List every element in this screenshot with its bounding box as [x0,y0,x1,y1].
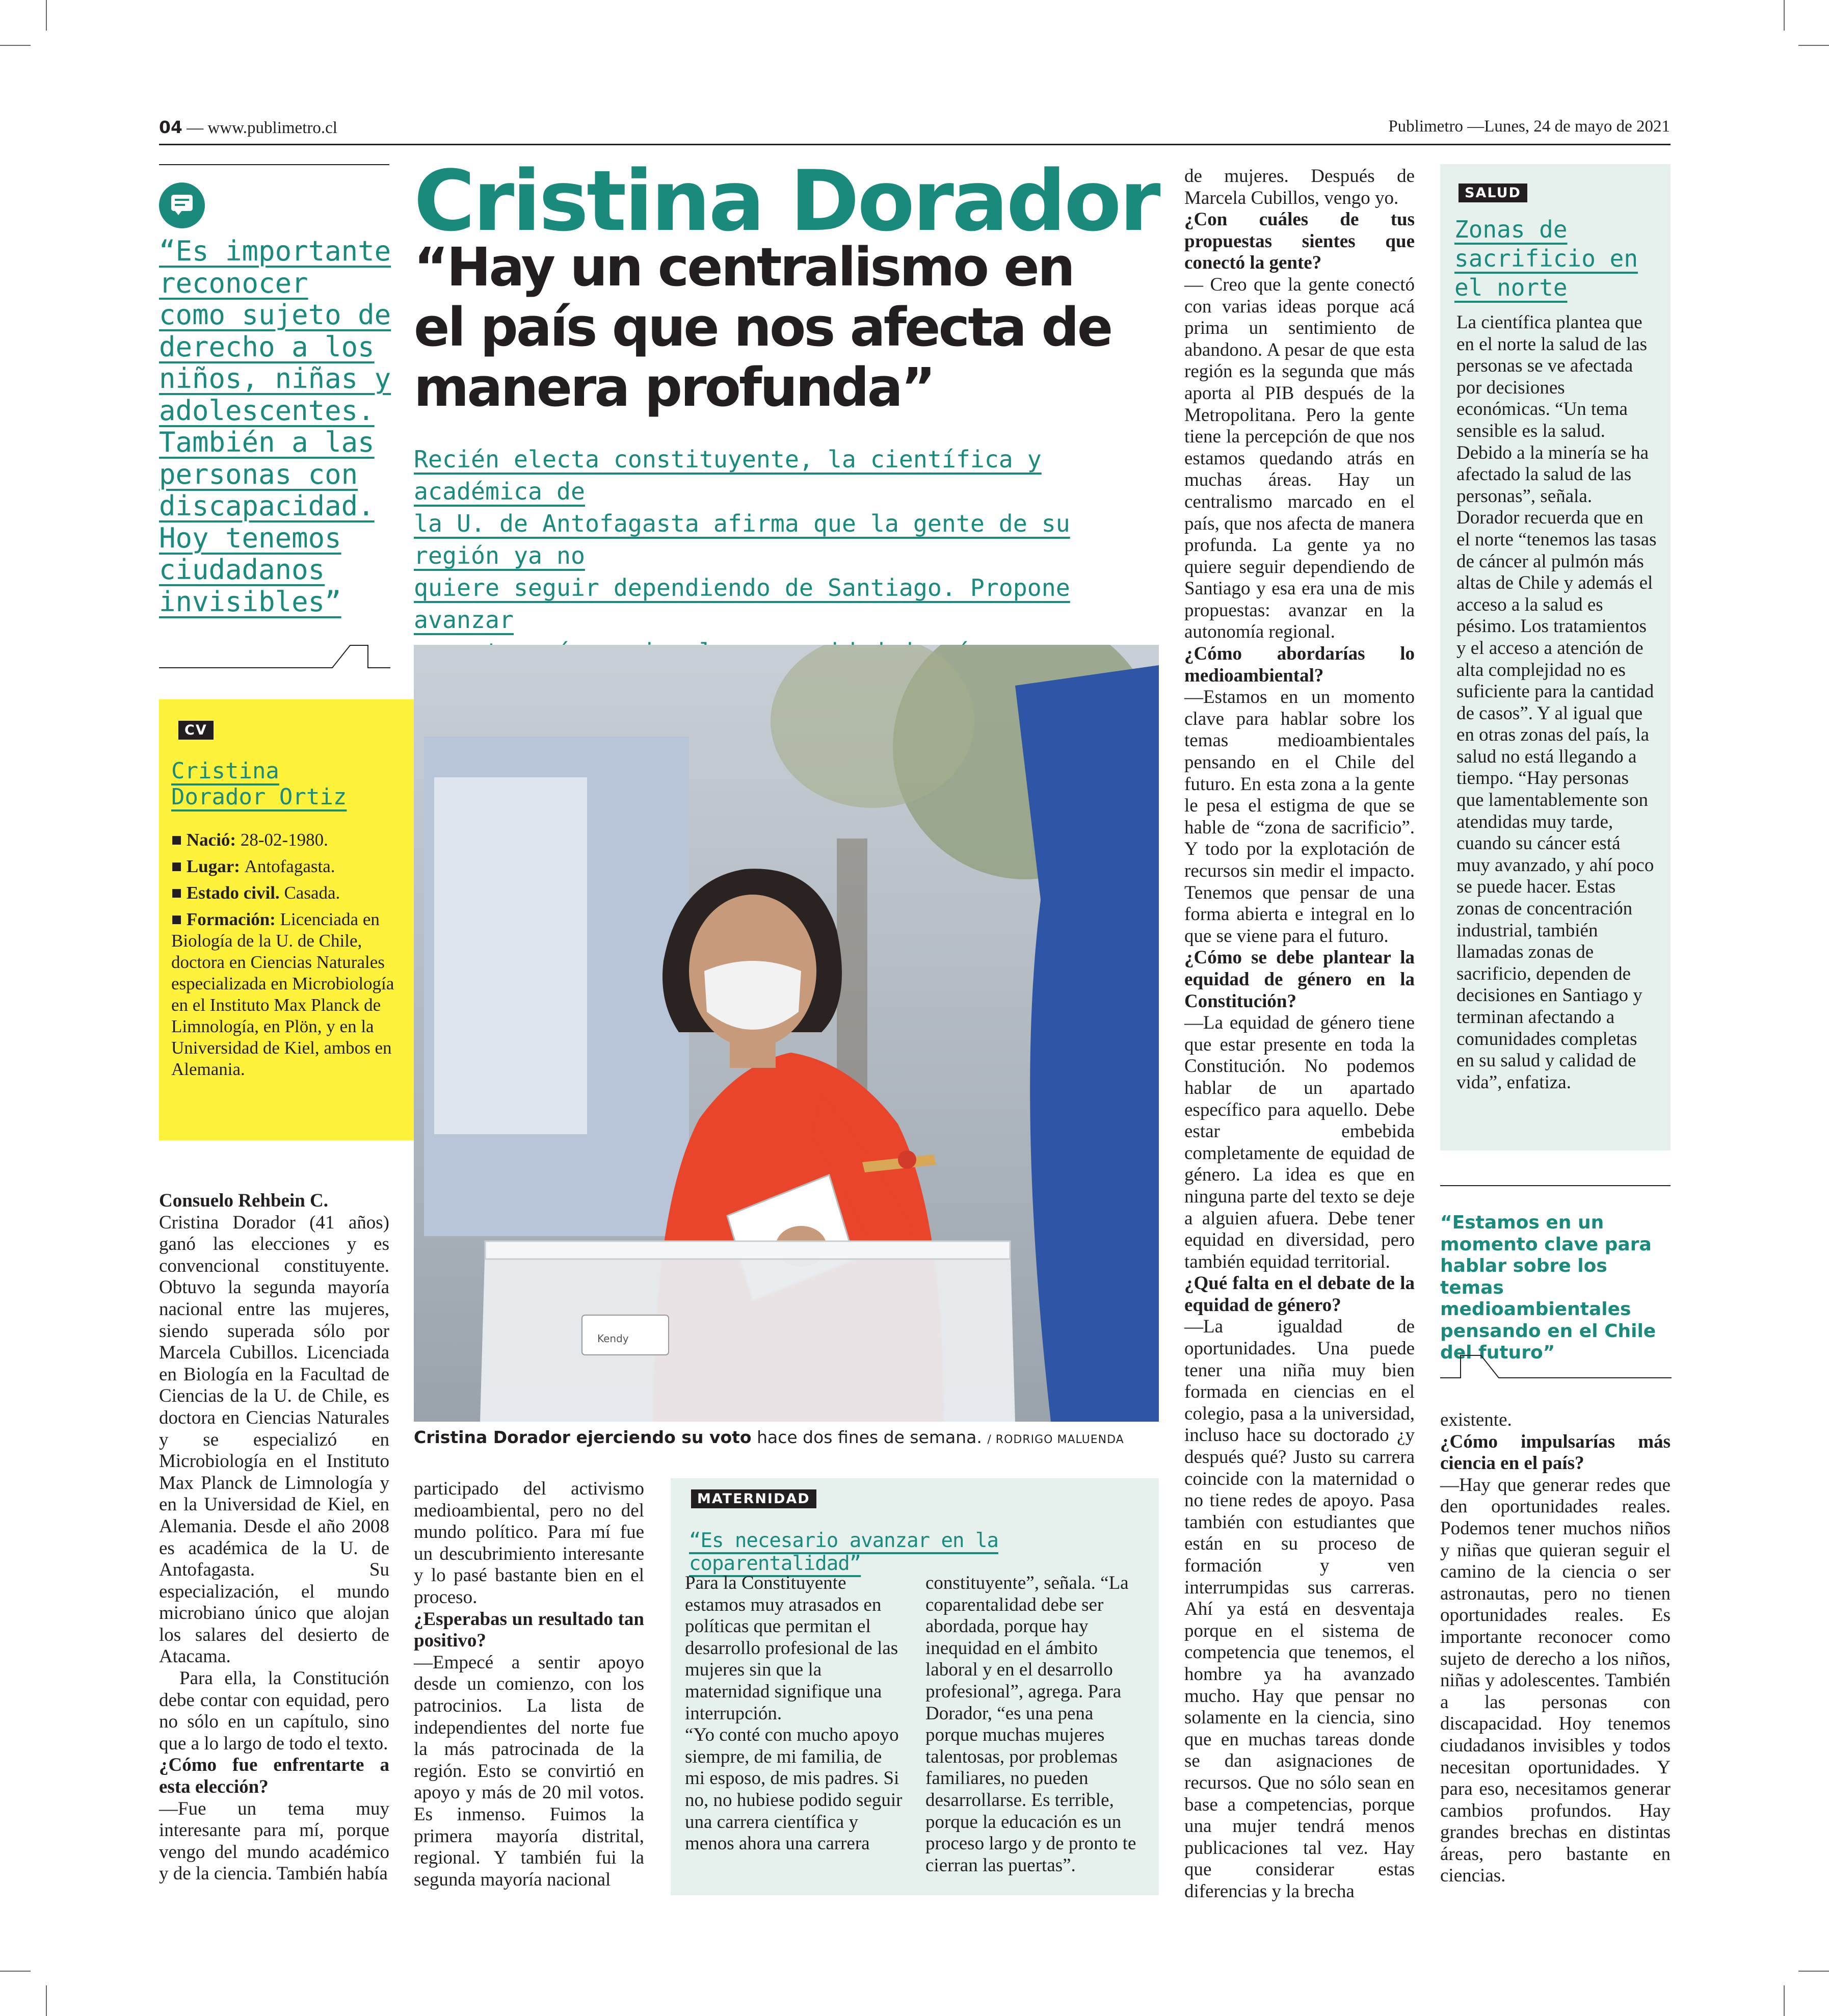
ballot-label: Kendy [597,1332,629,1345]
maternidad-col-b: constituyente”, señala. “La coparentalidad debe ser abordada, porque hay inequidad en el ámbito laboral y en el desarrollo profesional”, agrega. Para Dorador, “es una pena porque muchas mujeres talentosas, por problemas familiares, no pueden desarrollarse. Es terrible, porque la educación es un proceso largo y de pronto te cierran las puertas”. [925,1573,1136,1876]
cv-item-label: Nació: [186,830,241,850]
byline: Consuelo Rehbein C. [159,1190,329,1211]
photo-credit: / RODRIGO MALUENDA [987,1433,1124,1446]
hl-line: el país que nos afecta de [414,296,1111,358]
saludtitle-line: Zonas de [1454,216,1568,243]
cv-item-label: Estado civil. [186,883,284,903]
cv-tag: CV [178,721,214,740]
cv-item-label: Formación: [186,909,280,929]
pq-line: reconocer [159,267,308,299]
pq-line: “Es importante [159,235,391,267]
crop-mark [1798,1971,1829,1972]
question-7: ¿Cómo impulsarías más ciencia en el país? [1440,1431,1671,1474]
pq-line: derecho a los [159,330,375,363]
salud-title [1454,215,1658,302]
pq-line: ciudadanos [159,554,325,586]
cv-item-value: Licenciada en Biología de la U. de Chile, doctora en Ciencias Naturales especializada en Microbiología en el Instituto Max Planck de Limnología, en Plön, y en la Universidad de Kiel, ambos en Alemania. [171,909,394,1079]
cv-item [171,909,395,1080]
answer-2: —Empecé a sentir apoyo desde un comienzo, con los patrocinios. La lista de independientes del norte fue la más patrocinada de la región. Esto se convirtió en apoyo y más de 20 mil votos. Es inmenso. Fuimos la primera mayoría distrital, regional. Y también fui la segunda mayoría nacional [414,1652,644,1890]
deck-line: la U. de Antofagasta afirma que la gente de su región ya no [414,510,1070,569]
bullet-square-icon: ■ [171,909,187,929]
bullet-square-icon: ■ [171,830,187,850]
answer-7: —Hay que generar redes que den oportunidades reales. Podemos tener muchos niños y niñas que quieran seguir el camino de la ciencia o ser astronautas, pero no tienen oportunidades reales. Es importante reconocer como sujeto de derecho a los niños, niñas y adolescentes. También a las personas con discapacidad. Hoy tenemos ciudadanos invisibles y todos necesitan oportunidades. Y para eso, necesitamos generar cambios profundos. Hay grandes brechas en distintas áreas, pero bastante en ciencias. [1440,1474,1671,1887]
pullquote-right-bottom-rule [1440,1353,1672,1379]
salud-tag: SALUD [1459,184,1527,202]
column-4 [1440,1409,1671,1887]
pq-line: invisibles” [159,585,341,618]
pq-line: niños, niñas y [159,362,391,395]
page-number: 04 [159,117,182,137]
headline-name: Cristina Dorador [414,152,1159,250]
cv-name [171,758,347,810]
question-2: ¿Esperabas un resultado tan positivo? [414,1608,644,1652]
crop-mark [0,45,31,46]
crop-mark [46,0,47,31]
caption-text: hace dos fines de semana. [757,1427,982,1447]
photo-illustration [414,645,1159,1422]
crop-mark [1784,0,1785,31]
cvname-line: Dorador Ortiz [171,784,347,810]
col1-para-2: Para ella, la Constitución debe contar con equidad, pero no sólo en un capítulo, sino que a lo largo de todo el texto. [159,1668,389,1754]
salud-text: La científica plantea que en el norte la salud de las personas se ve afectada por decisiones económicas. “Un tema sensible es la salud. Debido a la minería se ha afectado la salud de las personas”, señala. Dorador recuerda que en el norte “tenemos las tasas de cáncer al pulmón más altas de Chile y además el acceso a la salud es pésimo. Los tratamientos y el acceso a atención de alta complejidad no es suficiente para la cantidad de casos”. Y al igual que en otras zonas del país, la salud no está llegando a tiempo. “Hay personas que lamentablemente son atendidas muy tarde, cuando su cáncer está muy avanzado, y ahí poco se puede hacer. Estas zonas de concentración industrial, también llamadas zonas de sacrificio, dependen de decisiones en Santiago y terminan afectando a comunidades completas en su salud y calidad de vida”, enfatiza. [1456,312,1657,1093]
col1-para-1: Cristina Dorador (41 años) ganó las elecciones y es convencional constituyente. Obtuvo la segunda mayoría nacional entre las mujeres, siendo superada sólo por Marcela Cubillos. Licenciada en Biología en la Facultad de Ciencias de la U. de Chile, es doctora en Ciencias Naturales y se especializó en Microbiología en el Instituto Max Planck de Limnología y en la Universidad de Kiel, en Alemania. Desde el año 2008 es académica de la U. de Antofagasta. Su especialización, el mundo microbiano único que alojan los salares del desierto de Atacama. [159,1212,389,1667]
deck-line: quiere seguir dependiendo de Santiago. Propone avanzar [414,574,1070,634]
maternidad-box [671,1478,1159,1895]
maternidad-title: “Es necesario avanzar en la coparentalidad” [689,1529,998,1575]
answer-2-cont: de mujeres. Después de Marcela Cubillos, vengo yo. [1184,166,1415,208]
question-1: ¿Cómo fue enfrentarte a esta elección? [159,1755,389,1798]
photo-caption [414,1427,1124,1447]
saludtitle-line: el norte [1454,274,1568,301]
bullet-square-icon: ■ [171,856,187,876]
pq-line: como sujeto de [159,299,391,331]
question-4: ¿Cómo abordarías lo medioambiental? [1184,643,1415,686]
column-1 [159,1190,389,1885]
cv-box [159,699,414,1140]
answer-6-cont: existente. [1440,1409,1512,1430]
bullet-square-icon: ■ [171,883,187,903]
site-url: — www.publimetro.cl [187,119,337,137]
pq-line: También a las [159,426,375,458]
photo [414,645,1159,1422]
deck-line: Recién electa constituyente, la científica y académica de [414,446,1042,505]
question-5: ¿Cómo se debe plantear la equidad de género en la Constitución? [1184,947,1415,1012]
pullquote-bottom-rule [159,643,390,669]
saludtitle-line: sacrificio en [1454,245,1638,272]
page-header-right: Publimetro —Lunes, 24 de mayo de 2021 [1388,117,1670,136]
pullquote-top-rule [159,164,389,165]
crop-mark [1784,1985,1785,2016]
pq-line: personas con [159,458,358,490]
answer-6: —La igualdad de oportunidades. Una puede tener una niña muy bien formada en ciencias en el colegio, pasa a la universidad, incluso hace su doctorado ¿y después qué? Justo su carrera coincide con la maternidad o no tiene redes de apoyo. Pasa también con estudiantes que están en su proceso de formación y ven interrumpidas sus carreras. Ahí ya está en desventaja porque en el sistema de competencia que tenemos, el hombre ya ha avanzado mucho. Hay que pensar no solamente en la ciencia, sino que en muchas tareas donde se dan asignaciones de recursos. Que no sólo sean en base a competencias, porque una mujer tendrá menos publicaciones tal vez. Hay que considerar estas diferencias y la brecha [1184,1316,1415,1902]
crop-mark [1798,45,1829,46]
page-header-left [159,117,337,138]
caption-bold: Cristina Dorador ejerciendo su voto [414,1427,752,1447]
pq-line: adolescentes. [159,394,375,427]
cv-item-label: Lugar: [186,856,245,876]
pq-line: Hoy tenemos [159,521,341,554]
cvname-line: Cristina [171,758,279,784]
salud-box [1440,164,1671,1150]
answer-3: — Creo que la gente conectó con varias ideas porque acá prima un sentimiento de abandono. A pesar de que esta región es la segunda que más aporta al PIB después de la Metropolitana. Pero la gente tiene la percepción de que nos estamos quedando atrás en muchas áreas. Hay un centralismo marcado en el país, que nos afecta de manera profunda. La gente ya no quiere seguir dependiendo de Santiago y esa era una de mis propuestas: avanzar en la autonomía regional. [1184,274,1415,643]
cv-items [171,829,395,1085]
pullquote-right-top-rule [1440,1185,1671,1186]
maternidad-tag: MATERNIDAD [691,1489,816,1508]
cv-item-value: 28-02-1980. [240,830,328,850]
column-2 [414,1478,644,1891]
crop-mark [0,1971,31,1972]
crop-mark [46,1985,47,2016]
cv-item-value: Antofagasta. [244,856,335,876]
cv-item-value: Casada. [284,883,340,903]
pullquote-left [159,235,393,618]
pq-line: discapacidad. [159,490,375,522]
pullquote-right: “Estamos en un momento clave para hablar sobre los temas medioambientales pensando en el Chile del futuro” [1440,1212,1656,1363]
headline-quote [414,237,1168,417]
cv-item [171,856,395,877]
question-6: ¿Qué falta en el debate de la equidad de género? [1184,1273,1415,1316]
hl-line: manera profunda” [414,356,934,418]
answer-4: —Estamos en un momento clave para hablar sobre los temas medioambientales pensando en el Chile del futuro. En esta zona a la gente le pesa el estigma de que se hable de “zona de sacrificio”. Y todo por la explotación de recursos sin medir el impacto. Tenemos que pensar de una forma abierta e integral en lo que se viene para el futuro. [1184,687,1415,947]
answer-1: —Fue un tema muy interesante para mí, porque vengo del mundo académico y de la ciencia. También había [159,1798,389,1884]
speech-bubble-icon [159,182,205,228]
header-rule [159,144,1671,145]
question-3: ¿Con cuáles de tus propuestas sientes que conectó la gente? [1184,209,1415,274]
hl-line: “Hay un centralismo en [414,236,1073,298]
answer-5: —La equidad de género tiene que estar presente en toda la Constitución. No podemos hablar de un apartado específico para aquello. Debe estar embebida completamente de equidad de género. La idea es que en ninguna parte del texto se deje a alguien afuera. Debe tener equidad en diversidad, pero también equidad territorial. [1184,1012,1415,1272]
answer-1-cont: participado del activismo medioambiental, pero no del mundo político. Para mí fue un descubrimiento interesante y lo pasé bastante bien en el proceso. [414,1478,644,1608]
column-3 [1184,166,1415,1903]
cv-item [171,882,395,904]
maternidad-col-a: Para la Constituyente estamos muy atrasados en políticas que permitan el desarrollo profesional de las mujeres sin que la maternidad signifique una interrupción. “Yo conté con mucho apoyo siempre, de mi familia, de mi esposo, de mis padres. Si no, no hubiese podido seguir una carrera científica y menos ahora una carrera [685,1573,903,1854]
cv-item [171,829,395,851]
